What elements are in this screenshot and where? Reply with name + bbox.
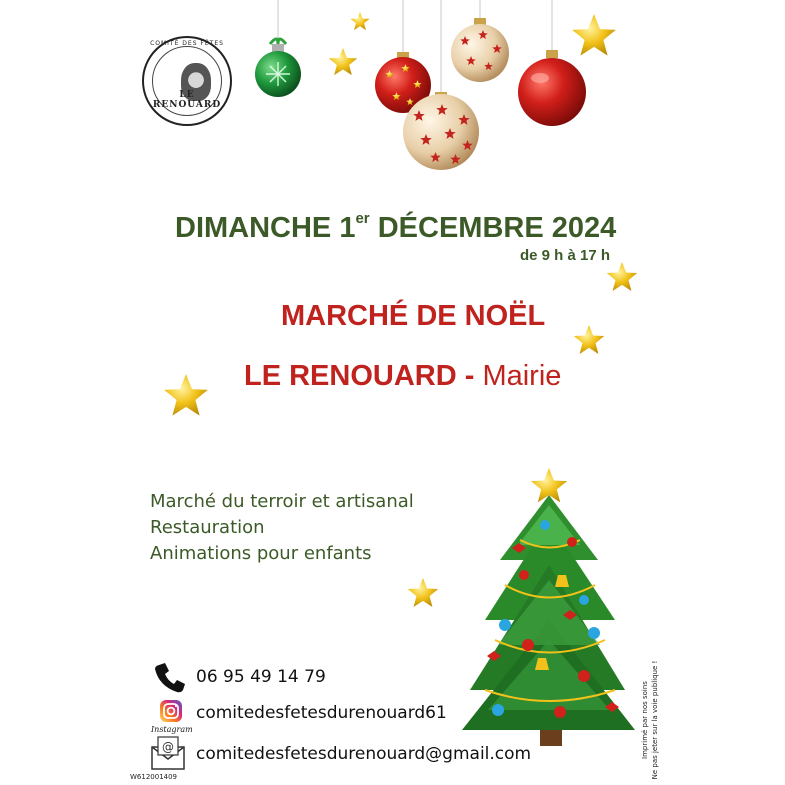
email-address[interactable]: comitedesfetesdurenouard@gmail.com	[196, 744, 532, 764]
print-notice-line-1: Imprimé par nos soins	[641, 681, 649, 759]
email-contact	[150, 738, 531, 770]
activity-item: Marché du terroir et artisanal	[150, 491, 414, 512]
event-date-suffix: DÉCEMBRE 2024	[369, 212, 617, 244]
green-bauble-icon	[255, 39, 301, 97]
star-icon	[574, 325, 604, 354]
instagram-handle[interactable]: comitedesfetesdurenouard61	[196, 703, 447, 723]
star-icon	[351, 12, 370, 30]
svg-text:@: @	[162, 740, 174, 754]
print-notice	[640, 655, 670, 785]
star-icon	[164, 374, 208, 416]
event-title: MARCHÉ DE NOËL	[281, 300, 546, 332]
activity-item: Animations pour enfants	[150, 543, 372, 564]
event-place-name: LE RENOUARD -	[244, 360, 475, 392]
red-bauble-icon	[518, 50, 586, 126]
event-place-detail: Mairie	[474, 360, 562, 392]
print-reference: W612001409	[130, 773, 178, 781]
activities-list	[150, 489, 414, 567]
star-icon	[572, 14, 616, 56]
phone-contact	[150, 661, 326, 693]
print-notice-line-2: Ne pas jeter sur la voie publique !	[651, 660, 659, 780]
instagram-contact	[150, 697, 447, 729]
event-date	[175, 212, 616, 245]
event-hours: de 9 h à 17 h	[520, 247, 611, 264]
christmas-tree-icon	[462, 468, 635, 746]
event-date-prefix: DIMANCHE 1	[175, 212, 356, 244]
star-icon	[408, 578, 438, 607]
event-place	[244, 360, 561, 393]
activity-item: Restauration	[150, 517, 265, 538]
phone-number[interactable]: 06 95 49 14 79	[196, 667, 326, 687]
star-icon	[329, 48, 358, 75]
cream-small-bauble-icon	[451, 18, 509, 82]
logo-top-text: COMITÉ DES FÊTES	[150, 40, 224, 47]
star-icon	[607, 262, 637, 291]
instagram-label: Instagram	[151, 725, 193, 734]
event-date-superscript: er	[355, 210, 370, 228]
logo-bottom-text: LE RENOUARD	[152, 90, 222, 110]
